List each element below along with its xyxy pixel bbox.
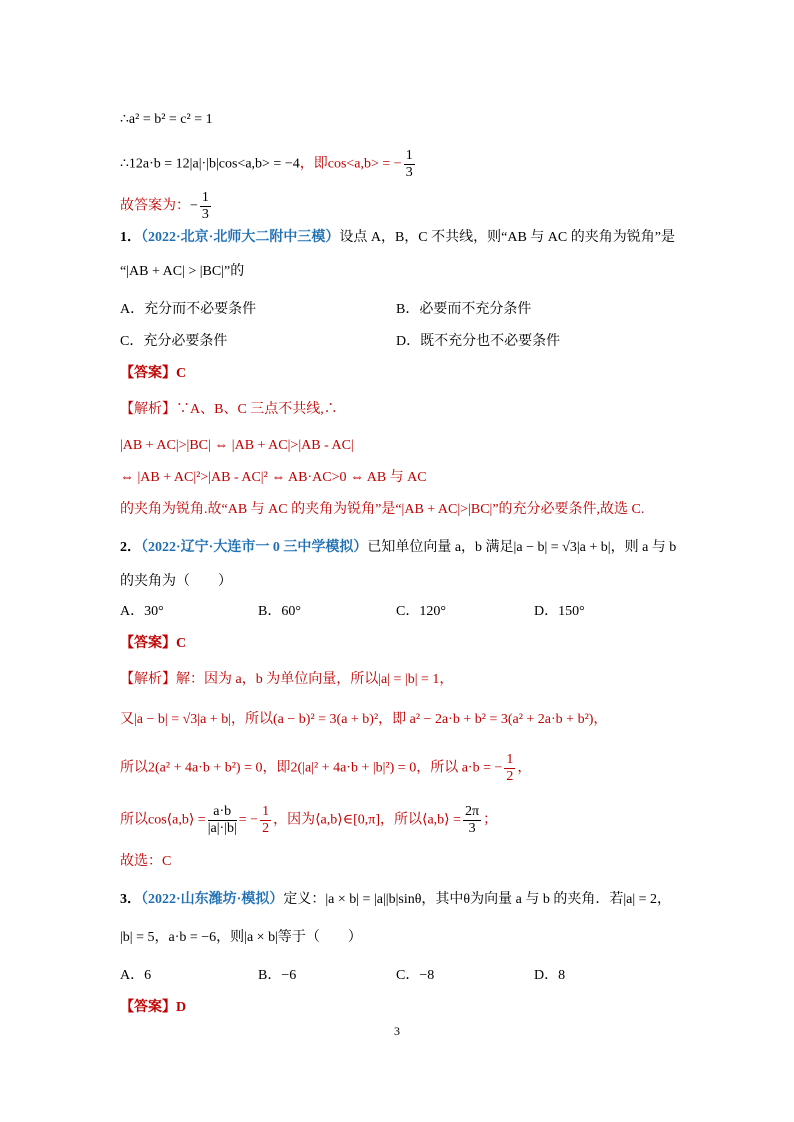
q2-answer: 【答案】C xyxy=(120,636,187,651)
q3-option-c: C．−8 xyxy=(396,968,435,983)
q3-answer: 【答案】D xyxy=(120,1000,187,1015)
q2-solution-4: 所以cos⟨a,b⟩ = $\frac{a\cdot b}{|a|\cdot|b|}$ = − $\frac{1}{2}$ ，因为⟨a,b⟩∈[0,π]，所以⟨a,b⟩ = $\frac{2\pi}{3}$ ； xyxy=(120,804,498,836)
question-1-cont: “|AB + AC| > |BC|”的 xyxy=(120,264,245,279)
question-source: （2022·山东潍坊·模拟） xyxy=(141,892,284,907)
solution-line-2 xyxy=(120,148,417,181)
solution-text: 所以cos⟨a,b⟩ = xyxy=(120,812,206,828)
question-2-cont: 的夹角为（ ） xyxy=(120,574,232,589)
q2-solution-2: 又|a − b| = √3|a + b|，所以(a − b)² = 3(a + b)²，即 a² − 2a·b + b² = 3(a² + 2a·b + b²)， xyxy=(120,712,608,727)
question-number: 2． xyxy=(120,540,141,555)
q1-option-b: B．必要而不充分条件 xyxy=(396,302,532,317)
question-2 xyxy=(120,538,676,558)
fraction-answer: $\frac{1}{3}$ xyxy=(201,190,209,222)
q1-solution-4: 的夹角为锐角.故“AB 与 AC 的夹角为锐角”是“|AB + AC|>|BC|”的充分必要条件,故选 C. xyxy=(120,502,645,517)
q1-option-d: D．既不充分也不必要条件 xyxy=(396,334,561,349)
question-3 xyxy=(120,890,671,910)
cos-result: ，即cos<a,b> = − xyxy=(299,156,402,172)
question-source: （2022·辽宁·大连市一 0 三中学模拟） xyxy=(141,540,368,555)
fraction-one-third: $\frac{1}{3}$ xyxy=(405,148,413,180)
page-number: 3 xyxy=(394,1024,400,1038)
q2-option-b: B．60° xyxy=(258,604,301,619)
q1-solution-3: ⇔ |AB + AC|²>|AB - AC|² ⇔ AB·AC>0 ⇔ AB 与 AC xyxy=(120,470,427,485)
q2-conclusion: 故选：C xyxy=(120,854,172,869)
fraction-one-half: $\frac{1}{2}$ xyxy=(506,752,514,784)
q2-option-c: C．120° xyxy=(396,604,446,619)
q1-option-c: C．充分必要条件 xyxy=(120,334,228,349)
answer-line: 故答案为：− $\frac{1}{3}$ xyxy=(120,190,209,222)
question-number: 1． xyxy=(120,230,141,245)
q1-option-a: A．充分而不必要条件 xyxy=(120,302,257,317)
q2-solution-1: 【解析】解：因为 a，b 为单位向量，所以|a| = |b| = 1， xyxy=(120,672,454,687)
q2-option-d: D．150° xyxy=(534,604,585,619)
fraction-cos: $\frac{a\cdot b}{|a|\cdot|b|}$ xyxy=(207,804,237,836)
q1-solution-2: |AB + AC|>|BC| ⇔ |AB + AC|>|AB - AC| xyxy=(120,438,354,453)
fraction-two-pi-third: $\frac{2\pi}{3}$ xyxy=(465,804,480,836)
q3-option-b: B．−6 xyxy=(258,968,297,983)
solution-text: 所以2(a² + 4a·b + b²) = 0，即2(|a|² + 4a·b + |b|²) = 0，所以 a·b = − xyxy=(120,760,503,776)
question-1 xyxy=(120,228,675,248)
q3-option-a: A．6 xyxy=(120,968,152,983)
question-text: 设点 A，B，C 不共线，则“AB 与 AC 的夹角为锐角”是 xyxy=(339,230,675,245)
question-text: 已知单位向量 a，b 满足|a − b| = √3|a + b|，则 a 与 b xyxy=(367,540,677,555)
q2-option-a: A．30° xyxy=(120,604,164,619)
fraction-one-half: $\frac{1}{2}$ xyxy=(262,804,270,836)
q3-option-d: D．8 xyxy=(534,968,566,983)
question-number: 3． xyxy=(120,892,141,907)
question-3-cont: |b| = 5，a·b = −6，则|a × b|等于（ ） xyxy=(120,930,362,945)
q1-answer: 【答案】C xyxy=(120,366,187,381)
dot-product-equation: ∴12a·b = 12|a|·|b|cos<a,b> = −4 xyxy=(120,156,300,172)
solution-text: = − xyxy=(238,812,259,828)
solution-text: ，因为⟨a,b⟩∈[0,π]，所以⟨a,b⟩ = xyxy=(273,812,462,828)
solution-line-1: ∴a² = b² = c² = 1 xyxy=(120,112,213,127)
answer-label: 故答案为： xyxy=(120,198,190,214)
question-text: 定义：|a × b| = |a||b|sinθ，其中θ为向量 a 与 b 的夹角．若|a| = 2， xyxy=(283,892,672,907)
question-source: （2022·北京·北师大二附中三模） xyxy=(141,230,340,245)
q2-solution-3: 所以2(a² + 4a·b + b²) = 0，即2(|a|² + 4a·b + |b|²) = 0，所以 a·b = − $\frac{1}{2}$ ， xyxy=(120,752,532,784)
q1-solution-1: 【解析】∵A、B、C 三点不共线,∴ xyxy=(120,402,338,417)
